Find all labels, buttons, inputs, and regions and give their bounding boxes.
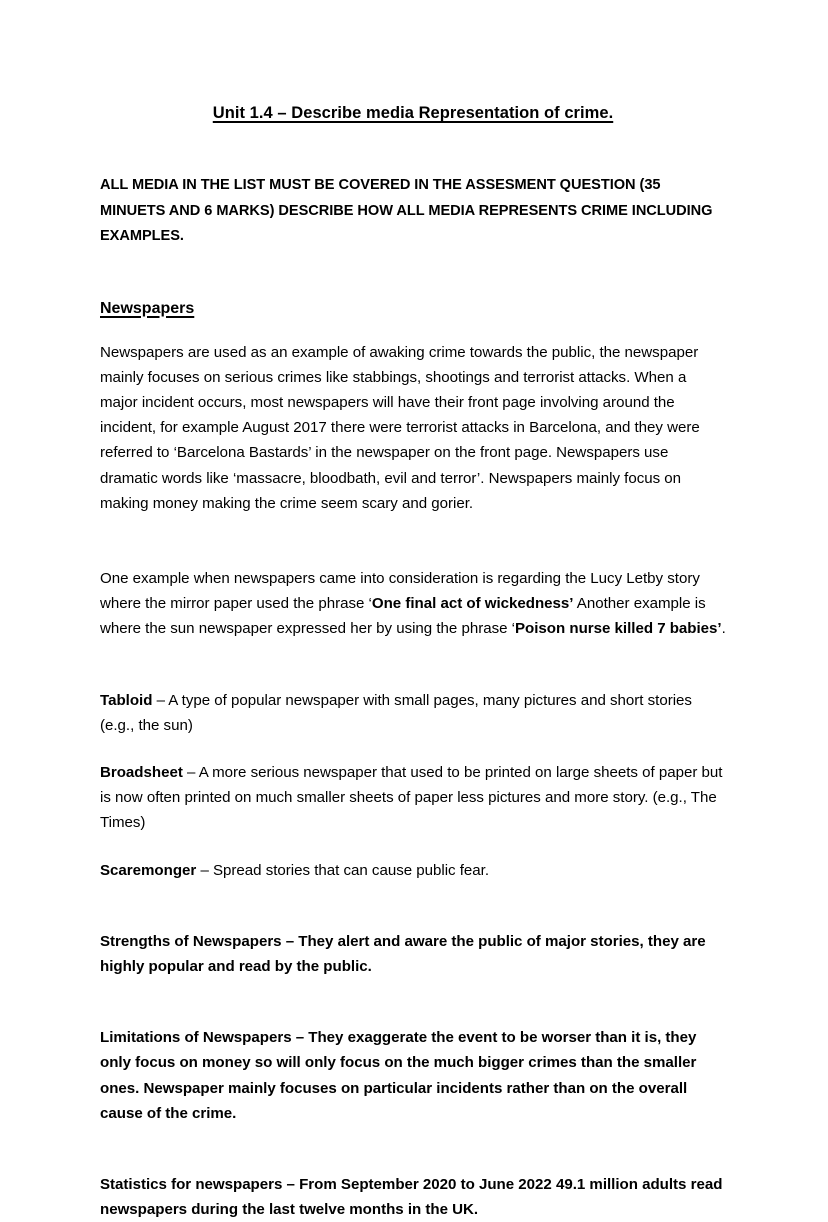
assessment-instruction: ALL MEDIA IN THE LIST MUST BE COVERED IN THE ASSESMENT QUESTION (35 MINUETS AND 6 MARKS) DESCRIBE HOW ALL MEDIA REPRESENTS CRIME INCLUDING EXAMPLES. <box>100 177 713 244</box>
definition-text: – A more serious newspaper that used to be printed on large sheets of paper but is now often printed on much smaller sheets of paper less pictures and more story. (e.g., The Times) <box>100 763 723 832</box>
definition-term: Tabloid <box>100 691 153 709</box>
paragraph-limitations: Limitations of Newspapers – They exaggerate the event to be worser than it is, they only focus on money so will only focus on the much bigger crimes than the smaller ones. Newspaper mainly focuses on particular incidents rather than on the overall cause of the crime. <box>100 1029 697 1122</box>
paragraph-part-1: One example when newspapers came into consideration is regarding the Lucy Letby story where the mirror paper used the phrase ‘ <box>100 569 700 613</box>
paragraph-newspapers-overview: Newspapers are used as an example of awaking crime towards the public, the newspaper mainly focuses on serious crimes like stabbings, shootings and terrorist attacks. When a major incident occurs, most newspapers will have their front page involving around the incident, for example August 2017 there were terrorist attacks in Barcelona, and they were referred to ‘Barcelona Bastards’ in the newspaper on the front page. Newspapers use dramatic words like ‘massacre, bloodbath, evil and terror’. Newspapers mainly focus on making money making the crime seem scary and gorier. <box>100 343 700 512</box>
paragraph-strengths: Strengths of Newspapers – They alert and aware the public of major stories, they are highly popular and read by the public. <box>100 932 706 975</box>
document-body <box>100 0 726 1222</box>
paragraph-lucy-letby-example <box>100 516 726 642</box>
section-heading-text: Newspapers <box>100 299 195 317</box>
quoted-phrase-mirror: One final act of wickedness’ <box>371 595 574 613</box>
page-title <box>100 0 726 126</box>
page-title-text: Unit 1.4 – Describe media Representation of crime. <box>212 104 614 122</box>
definition-broadsheet <box>100 738 726 836</box>
paragraph-part-3: . <box>721 620 726 638</box>
definition-term: Scaremonger <box>100 861 197 879</box>
definition-text: – Spread stories that can cause public fear. <box>196 861 490 879</box>
definition-text: – A type of popular newspaper with small pages, many pictures and short stories (e.g., the sun) <box>100 691 692 734</box>
definition-tabloid <box>100 642 726 738</box>
paragraph-part-2: Another example is where the sun newspaper expressed her by using the phrase ‘ <box>100 595 706 638</box>
quoted-phrase-sun: Poison nurse killed 7 babies’ <box>515 620 722 638</box>
definition-term: Broadsheet <box>100 763 183 781</box>
paragraph-statistics: Statistics for newspapers – From September 2020 to June 2022 49.1 million adults read newspapers during the last twelve months in the UK. <box>100 1175 723 1219</box>
section-heading-newspapers <box>100 250 726 320</box>
definition-scaremonger <box>100 836 726 883</box>
